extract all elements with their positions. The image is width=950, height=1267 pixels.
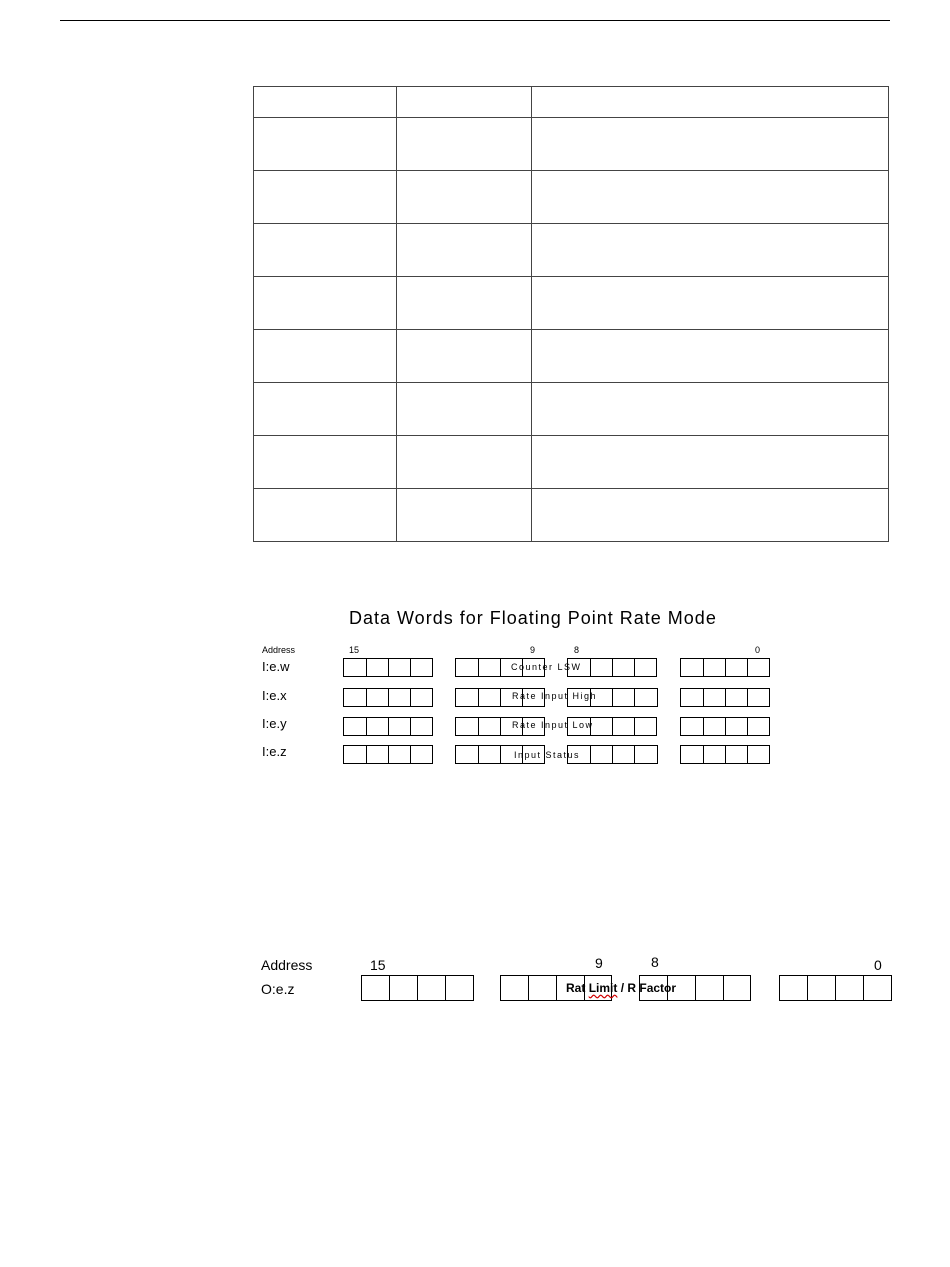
table-cell bbox=[397, 118, 532, 171]
table-cell bbox=[397, 224, 532, 277]
word-label-counter-lsw: Counter LSW bbox=[511, 662, 582, 672]
table-cell bbox=[532, 118, 889, 171]
table-cell bbox=[254, 87, 397, 118]
bit-cells bbox=[567, 745, 658, 764]
table-cell bbox=[254, 224, 397, 277]
address-i-e-y: I:e.y bbox=[262, 716, 287, 731]
table-cell bbox=[397, 383, 532, 436]
table-cell bbox=[532, 436, 889, 489]
output-address-header: Address bbox=[261, 957, 313, 973]
word-label-rate-input-low: Rate Input Low bbox=[512, 720, 594, 730]
table-cell bbox=[532, 383, 889, 436]
bit-cells bbox=[680, 745, 770, 764]
table-header-row bbox=[254, 87, 889, 118]
table-cell bbox=[254, 277, 397, 330]
table-row bbox=[254, 383, 889, 436]
output-bit-cells bbox=[779, 975, 892, 1001]
table-cell bbox=[397, 330, 532, 383]
address-header: Address bbox=[262, 645, 296, 655]
bit-cells bbox=[680, 688, 770, 707]
table-row bbox=[254, 224, 889, 277]
output-bit-8-label: 8 bbox=[651, 954, 659, 970]
empty-table bbox=[253, 86, 889, 542]
table-row bbox=[254, 118, 889, 171]
table-cell bbox=[254, 489, 397, 542]
table-cell bbox=[397, 171, 532, 224]
table-cell bbox=[532, 277, 889, 330]
word-label-rate-input-high: Rate Input High bbox=[512, 691, 598, 701]
output-address-o-e-z: O:e.z bbox=[261, 981, 295, 997]
output-label-part1: Rat bbox=[566, 981, 586, 995]
table-cell bbox=[532, 224, 889, 277]
output-word-label bbox=[566, 981, 676, 995]
table-cell bbox=[397, 277, 532, 330]
table-cell bbox=[532, 171, 889, 224]
table-row bbox=[254, 436, 889, 489]
bit-15-label: 15 bbox=[349, 645, 360, 655]
bit-8-label: 8 bbox=[574, 645, 580, 655]
diagram-title: Data Words for Floating Point Rate Mode bbox=[349, 608, 717, 628]
bit-9-label: 9 bbox=[530, 645, 536, 655]
address-i-e-z: I:e.z bbox=[262, 744, 287, 759]
table-row bbox=[254, 277, 889, 330]
table-cell bbox=[254, 436, 397, 489]
table-row bbox=[254, 330, 889, 383]
bit-cells bbox=[680, 717, 770, 736]
table-cell bbox=[397, 436, 532, 489]
output-bit-15-label: 15 bbox=[370, 957, 386, 973]
table-cell bbox=[532, 87, 889, 118]
table-row bbox=[254, 489, 889, 542]
address-i-e-x: I:e.x bbox=[262, 688, 287, 703]
output-bit-cells bbox=[361, 975, 474, 1001]
bit-0-label: 0 bbox=[755, 645, 761, 655]
table-cell bbox=[532, 489, 889, 542]
bit-cells bbox=[343, 658, 433, 677]
bit-cells bbox=[680, 658, 770, 677]
table-cell bbox=[254, 330, 397, 383]
word-label-input-status: Input Status bbox=[514, 750, 581, 760]
address-i-e-w: I:e.w bbox=[262, 659, 290, 674]
bit-cells bbox=[343, 745, 433, 764]
table-row bbox=[254, 171, 889, 224]
output-bit-0-label: 0 bbox=[874, 957, 882, 973]
bit-cells bbox=[343, 688, 433, 707]
bit-cells bbox=[343, 717, 433, 736]
table-cell bbox=[254, 171, 397, 224]
output-bit-9-label: 9 bbox=[595, 955, 603, 971]
output-label-part3: / R Factor bbox=[620, 981, 677, 995]
table-cell bbox=[254, 118, 397, 171]
table-cell bbox=[397, 489, 532, 542]
table-cell bbox=[532, 330, 889, 383]
table-cell bbox=[254, 383, 397, 436]
table-cell bbox=[397, 87, 532, 118]
header-rule bbox=[60, 20, 890, 21]
output-label-part2: Limit bbox=[588, 981, 618, 995]
